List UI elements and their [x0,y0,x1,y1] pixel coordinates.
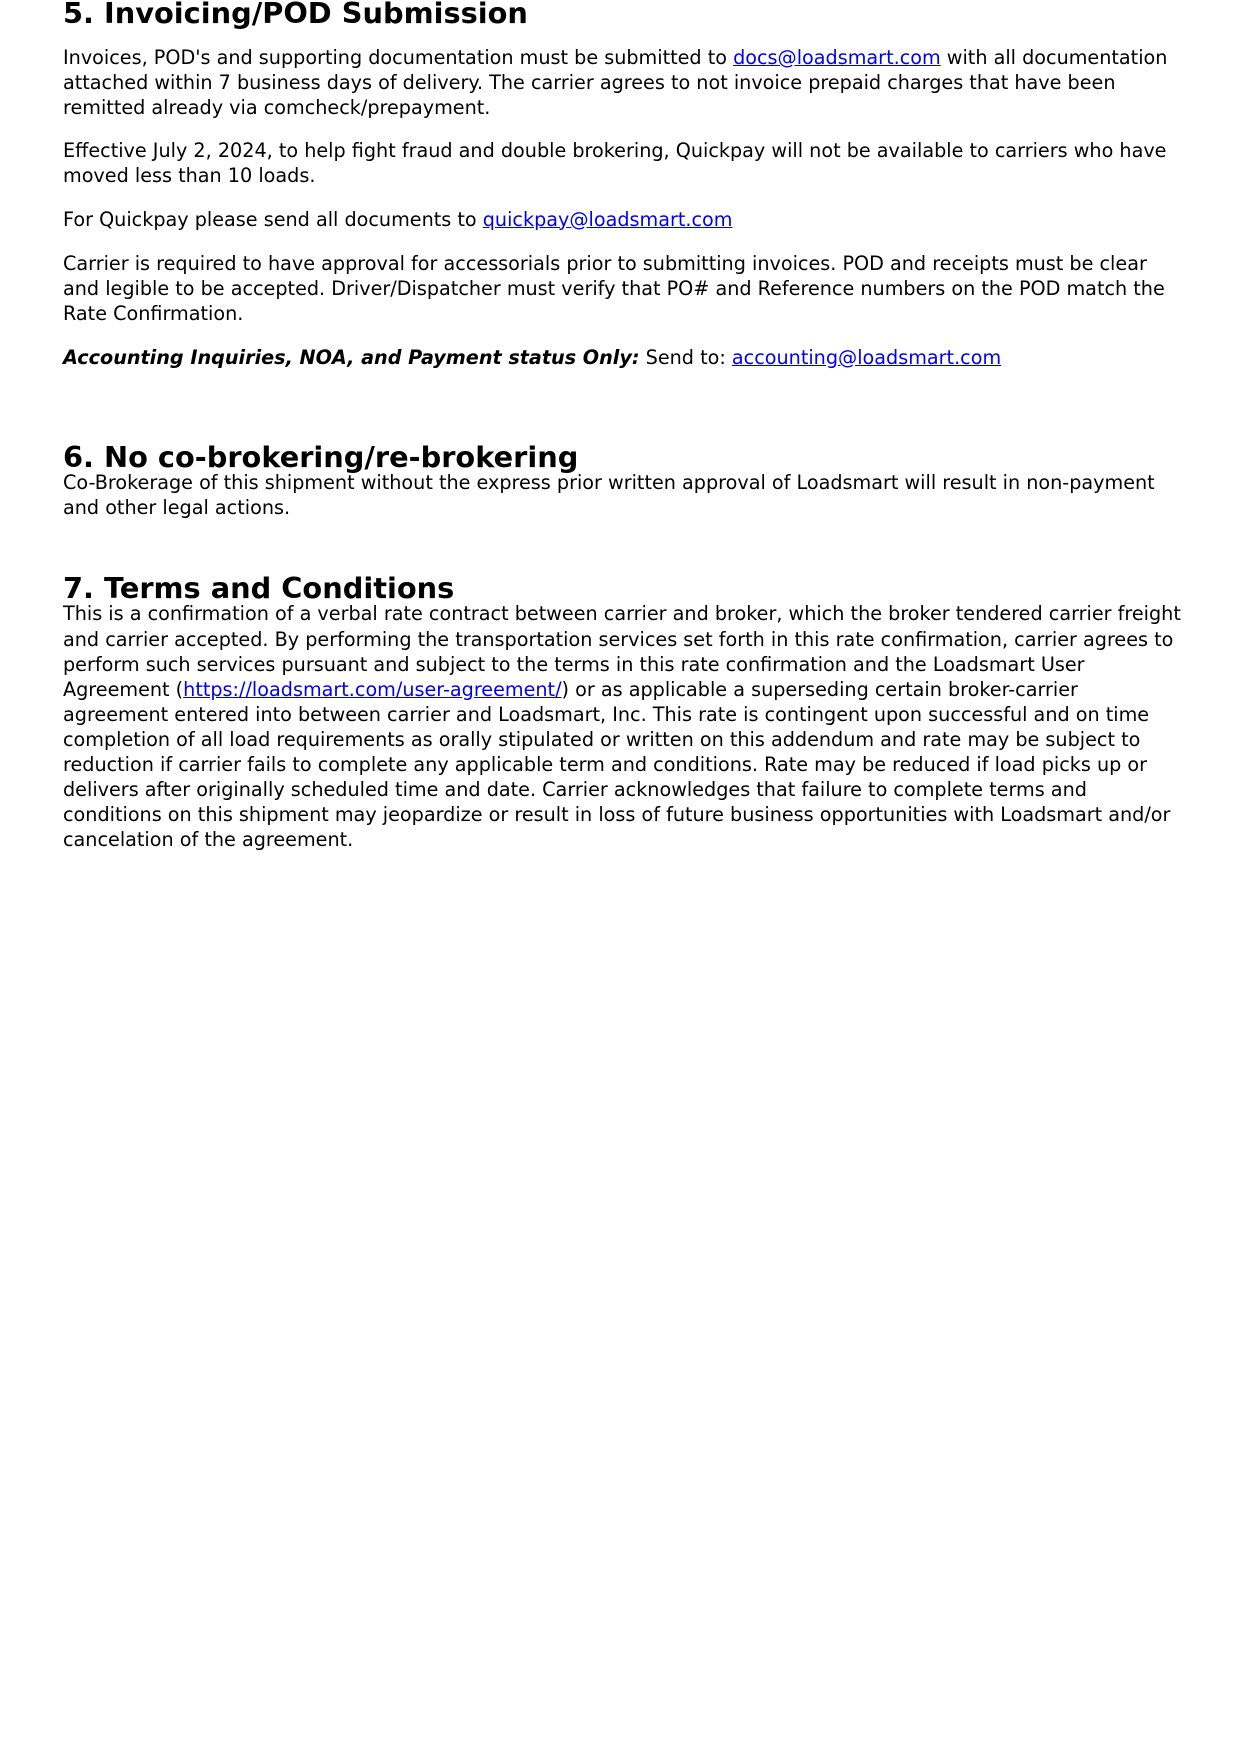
paragraph-text: For Quickpay please send all documents to [63,207,483,231]
paragraph-text: This is a confirmation of a verbal rate contract between carrier and broker, which the broker tendered carrier freight and carrier accepted. By performing the transportation services set forth in this rate confirmation, carrier agrees to perform such services pursuant and subject to the terms in this rate confirmation and the Loadsmart User Agreement ( [63,602,1181,701]
section-invoicing-pod [63,1,1183,370]
document-page [63,0,1183,852]
paragraph-text: Send to: [639,345,732,369]
paragraph-text: Invoices, POD's and supporting documentation must be submitted to [63,46,734,70]
paragraph-accessorials: Carrier is required to have approval for accessorials prior to submitting invoices. POD and receipts must be clear and legible to be accepted. Driver/Dispatcher must verify that PO# and Reference numbers on the POD match the Rate Confirmation. [63,251,1165,325]
paragraph-quickpay-contact [63,207,1183,232]
section-no-cobrokering [63,440,1183,520]
paragraph-quickpay-policy: Effective July 2, 2024, to help fight fraud and double brokering, Quickpay will not be available to carriers who have moved less than 10 loads. [63,139,1167,188]
accounting-label: Accounting Inquiries, NOA, and Payment status Only: [63,345,640,369]
section-terms-conditions [63,571,1183,852]
section-heading: 7. Terms and Conditions [63,571,455,606]
paragraph-accounting-inquiries [63,345,1183,370]
paragraph-invoice-submission [63,45,1183,120]
paragraph-terms [63,601,1183,852]
user-agreement-link[interactable]: https://loadsmart.com/user-agreement/ [183,677,562,701]
section-heading: 6. No co-brokering/re-brokering [63,440,579,475]
paragraph-text: with all documentation attached within 7 business days of delivery. The carrier agrees to not invoice prepaid charges that have been remitted already via comcheck/prepayment. [63,46,1168,120]
accounting-email-link[interactable]: accounting@loadsmart.com [731,345,1002,369]
paragraph-text: ) or as applicable a superseding certain broker-carrier agreement entered into between carrier and Loadsmart, Inc. This rate is contingent upon successful and on time completion of all load requirements as orally stipulated or written on this addendum and rate may be subject to reduction if carrier fails to complete any applicable term and conditions. Rate may be reduced if load picks up or delivers after originally scheduled time and date. Carrier acknowledges that failure to complete terms and conditions on this shipment may jeopardize or result in loss of future business opportunities with Loadsmart and/or cancelation of the agreement. [63,677,1171,852]
paragraph-cobrokerage: Co-Brokerage of this shipment without the express prior written approval of Loadsmart will result in non-payment and other legal actions. [63,471,1155,520]
docs-email-link[interactable]: docs@loadsmart.com [733,46,941,70]
section-heading: 5. Invoicing/POD Submission [63,0,528,30]
quickpay-email-link[interactable]: quickpay@loadsmart.com [482,207,733,231]
